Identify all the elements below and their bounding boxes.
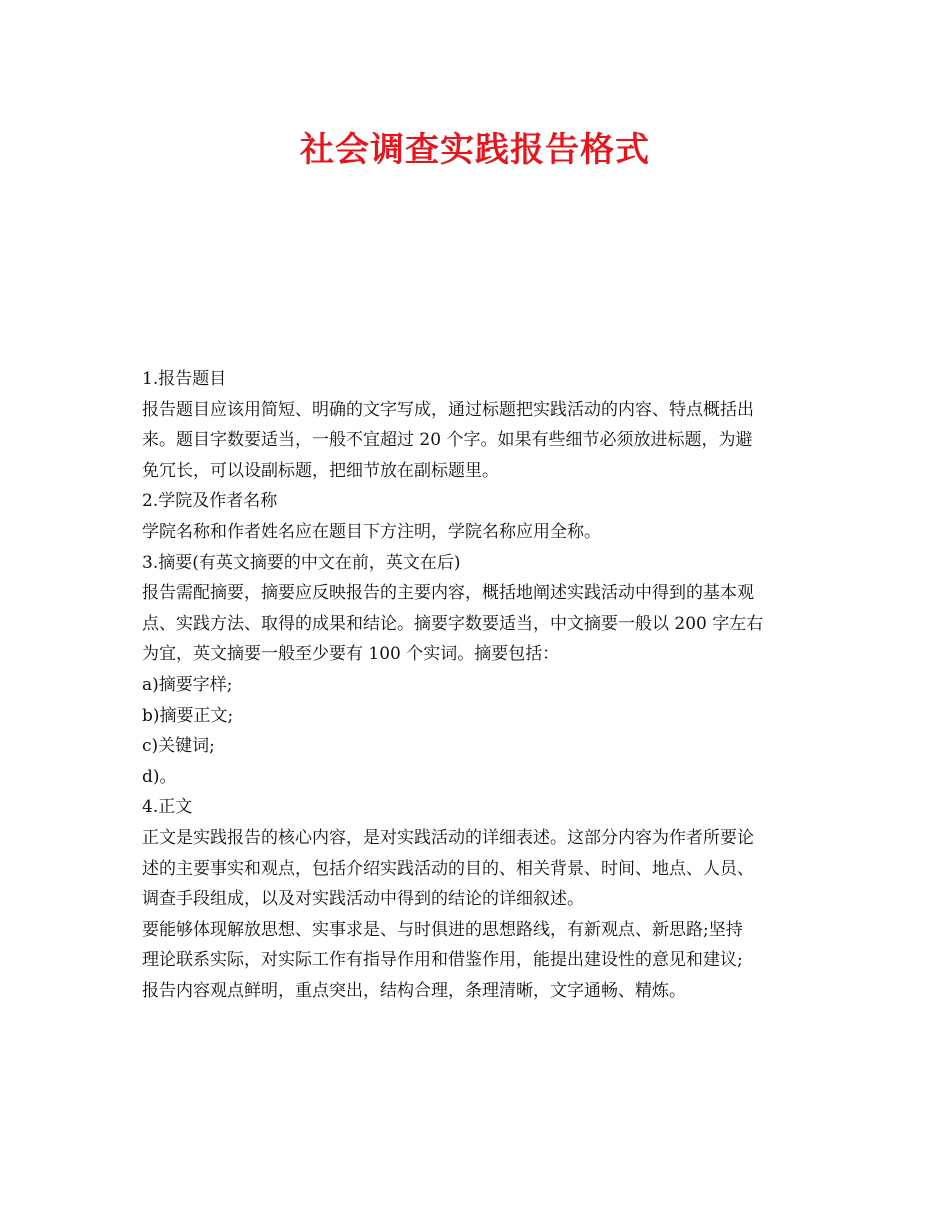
paragraph-line: 述的主要事实和观点，包括介绍实践活动的目的、相关背景、时间、地点、人员、 <box>142 858 754 879</box>
paragraph-line: 学院名称和作者姓名应在题目下方注明，学院名称应用全称。 <box>142 521 601 542</box>
paragraph-line: 报告需配摘要，摘要应反映报告的主要内容，概括地阐述实践活动中得到的基本观 <box>142 583 754 604</box>
paragraph-line: 报告题目应该用简短、明确的文字写成，通过标题把实践活动的内容、特点概括出 <box>142 399 754 420</box>
paragraph-line: 点、实践方法、取得的成果和结论。摘要字数要适当，中文摘要一般以 200 字左右 <box>142 613 764 634</box>
heading-abstract: 3.摘要(有英文摘要的中文在前，英文在后) <box>142 552 461 573</box>
document-title: 社会调查实践报告格式 <box>300 130 650 170</box>
paragraph-line: 来。题目字数要适当，一般不宜超过 20 个字。如果有些细节必须放进标题，为避 <box>142 430 753 451</box>
paragraph-line: 理论联系实际，对实际工作有指导作用和借鉴作用，能提出建设性的意见和建议; <box>142 950 743 971</box>
paragraph-line: 免冗长，可以设副标题，把细节放在副标题里。 <box>142 460 499 481</box>
heading-college-author: 2.学院及作者名称 <box>142 491 278 512</box>
document-body <box>142 364 814 1006</box>
paragraph-line: 正文是实践报告的核心内容，是对实践活动的详细表述。这部分内容为作者所要论 <box>142 827 754 848</box>
paragraph-line: 报告内容观点鲜明，重点突出，结构合理，条理清晰，文字通畅、精炼。 <box>142 980 686 1001</box>
paragraph-line: 要能够体现解放思想、实事求是、与时俱进的思想路线，有新观点、新思路;坚持 <box>142 919 743 940</box>
heading-main-text: 4.正文 <box>142 797 193 818</box>
paragraph-line: 为宜，英文摘要一般至少要有 100 个实词。摘要包括： <box>142 644 560 665</box>
list-item: a)摘要字样; <box>142 674 233 695</box>
list-item: b)摘要正文; <box>142 705 234 726</box>
list-item: c)关键词; <box>142 736 215 757</box>
heading-report-title: 1.报告题目 <box>142 369 227 389</box>
paragraph-line: 调查手段组成，以及对实践活动中得到的结论的详细叙述。 <box>142 889 584 910</box>
list-item: d)。 <box>142 766 177 787</box>
